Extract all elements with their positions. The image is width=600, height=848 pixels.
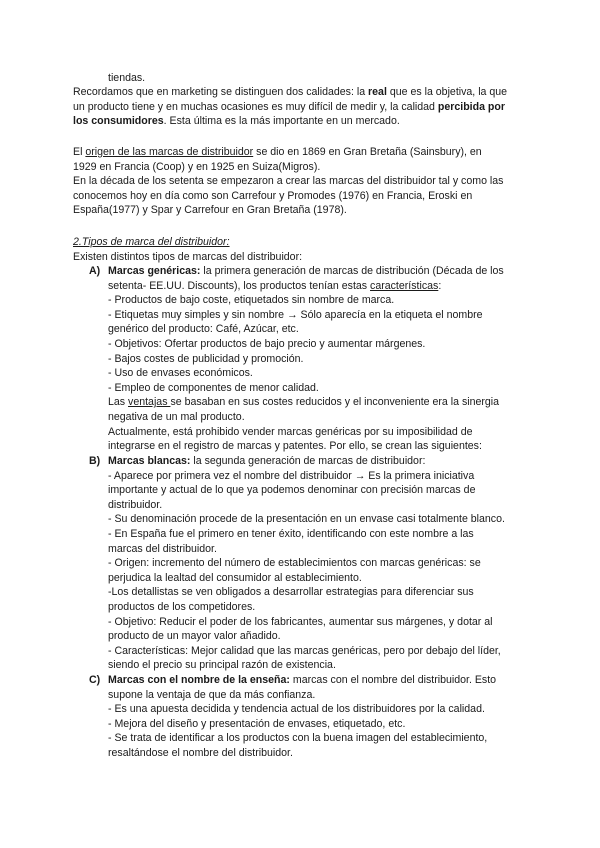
list-item: - Características: Mejor calidad que las marcas genéricas, pero por debajo del líder, xyxy=(108,644,501,657)
quality-paragraph: Recordamos que en marketing se distinguen dos calidades: la real que es la objetiva, la que un producto tiene y en muchas ocasiones es muy difícil de medir y, la calidad percibida por los consumidores. Esta última es la más importante en un mercado. xyxy=(73,86,508,128)
advantages-underlined: ventajas xyxy=(128,396,171,409)
list-item: - Aparece por primera vez el nombre del distribuidor → Es la primera iniciativa xyxy=(108,469,475,482)
list-item: - Productos de bajo coste, etiquetados sin nombre de marca. xyxy=(108,294,395,307)
type-b-title: Marcas blancas: xyxy=(108,455,191,467)
type-a-block: Marcas genéricas: la primera generación de marcas de distribución (Década de los setenta- EE.UU. Discounts), los productos tenían estas características: - Productos de bajo coste, etiquetados sin nombre de marca. - Etiquetas muy simples y sin nombre → Sólo aparecía en la etiqueta el nombre genérico del producto: Café, Azúcar, etc. - Objetivos: Ofertar productos de bajo precio y aumentar márgenes. - Bajos costes de publicidad y promoción. - Uso de envases económicos. - Empleo de componentes de menor calidad. Las ventajas se basaban en sus costes reducidos y el inconveniente era la sinergia negativa de un mal producto. Actualmente, está prohibido vender marcas genéricas por su imposibilidad de integrarse en el registro de marcas y patentes. Por ello, se crean las siguientes: xyxy=(108,264,528,454)
list-item: - Objetivos: Ofertar productos de bajo precio y aumentar márgenes. xyxy=(108,337,426,350)
type-a-title: Marcas genéricas: xyxy=(108,265,201,277)
list-marker-a: A) xyxy=(89,265,101,277)
list-item: - Se trata de identificar a los productos con la buena imagen del establecimiento, xyxy=(108,732,488,745)
list-item: - Objetivo: Reducir el poder de los fabricantes, aumentar sus márgenes, y dotar al xyxy=(108,615,493,628)
list-item: - Su denominación procede de la presentación en un envase casi totalmente blanco. xyxy=(108,513,505,526)
origin-underlined: origen de las marcas de distribuidor xyxy=(85,146,254,158)
consumers-term: los consumidores xyxy=(73,115,164,128)
list-item: - En España fue el primero en tener éxito, identificando con este nombre a las xyxy=(108,527,474,540)
section-intro: Existen distintos tipos de marcas del distribuidor: xyxy=(73,251,303,263)
perceived-term: percibida por xyxy=(437,100,505,113)
list-item: - Etiquetas muy simples y sin nombre → Sólo aparecía en la etiqueta el nombre xyxy=(108,308,483,321)
list-item: - Es una apuesta decidida y tendencia actual de los distribuidores por la calidad. xyxy=(108,703,485,716)
continuation-line: tiendas. xyxy=(108,72,146,84)
list-marker-b: B) xyxy=(89,455,101,467)
section-heading: 2.Tipos de marca del distribuidor: xyxy=(73,236,230,248)
list-item: -Los detallistas se ven obligados a desarrollar estrategias para diferenciar sus xyxy=(108,586,474,599)
type-c-block: Marcas con el nombre de la enseña: marcas con el nombre del distribuidor. Esto supone la ventaja de que da más confianza. - Es una apuesta decidida y tendencia actual de los distribuidores por la calidad. - Mejora del diseño y presentación de envases, etiquetado, etc. - Se trata de identificar a los productos con la buena imagen del establecimiento, resaltándose el nombre del distribuidor. xyxy=(108,673,528,761)
list-item: - Bajos costes de publicidad y promoción. xyxy=(108,352,304,365)
list-item: - Mejora del diseño y presentación de envases, etiquetado, etc. xyxy=(108,717,406,730)
characteristics-underlined: características xyxy=(370,279,439,292)
list-item: - Origen: incremento del número de establecimientos con marcas genéricas: se xyxy=(108,557,481,570)
type-c-title: Marcas con el nombre de la enseña: xyxy=(108,674,290,686)
real-term: real xyxy=(368,86,387,98)
origin-paragraph: El origen de las marcas de distribuidor se dio en 1869 en Gran Bretaña (Sainsbury), en 1929 en Francia (Coop) y en 1925 en Suiza(Migros). En la década de los setenta se empezaron a crear las marcas del distribuidor tal y como las conocemos hoy en día como son Carrefour y Promodes (1976) en Francia, Eroski en España(1977) y Spar y Carrefour en Gran Bretaña (1978). xyxy=(73,146,504,217)
list-item: - Empleo de componentes de menor calidad. xyxy=(108,381,319,394)
type-b-block: Marcas blancas: la segunda generación de marcas de distribuidor: - Aparece por primera vez el nombre del distribuidor → Es la primera iniciativa importante y actual de lo que ya podemos denominar con precisión marcas de distribuidor. - Su denominación procede de la presentación en un envase casi totalmente blanco. - En España fue el primero en tener éxito, identificando con este nombre a las marcas del distribuidor. - Origen: incremento del número de establecimientos con marcas genéricas: se perjudica la lealtad del consumidor al establecimiento. -Los detallistas se ven obligados a desarrollar estrategias para diferenciar sus productos de los competidores. - Objetivo: Reducir el poder de los fabricantes, aumentar sus márgenes, y dotar al producto de un mayor valor añadido. - Características: Mejor calidad que las marcas genéricas, pero por debajo del líder, siendo el precio su principal razón de existencia. xyxy=(108,454,528,673)
list-item: - Uso de envases económicos. xyxy=(108,367,253,380)
list-marker-c: C) xyxy=(89,674,101,686)
